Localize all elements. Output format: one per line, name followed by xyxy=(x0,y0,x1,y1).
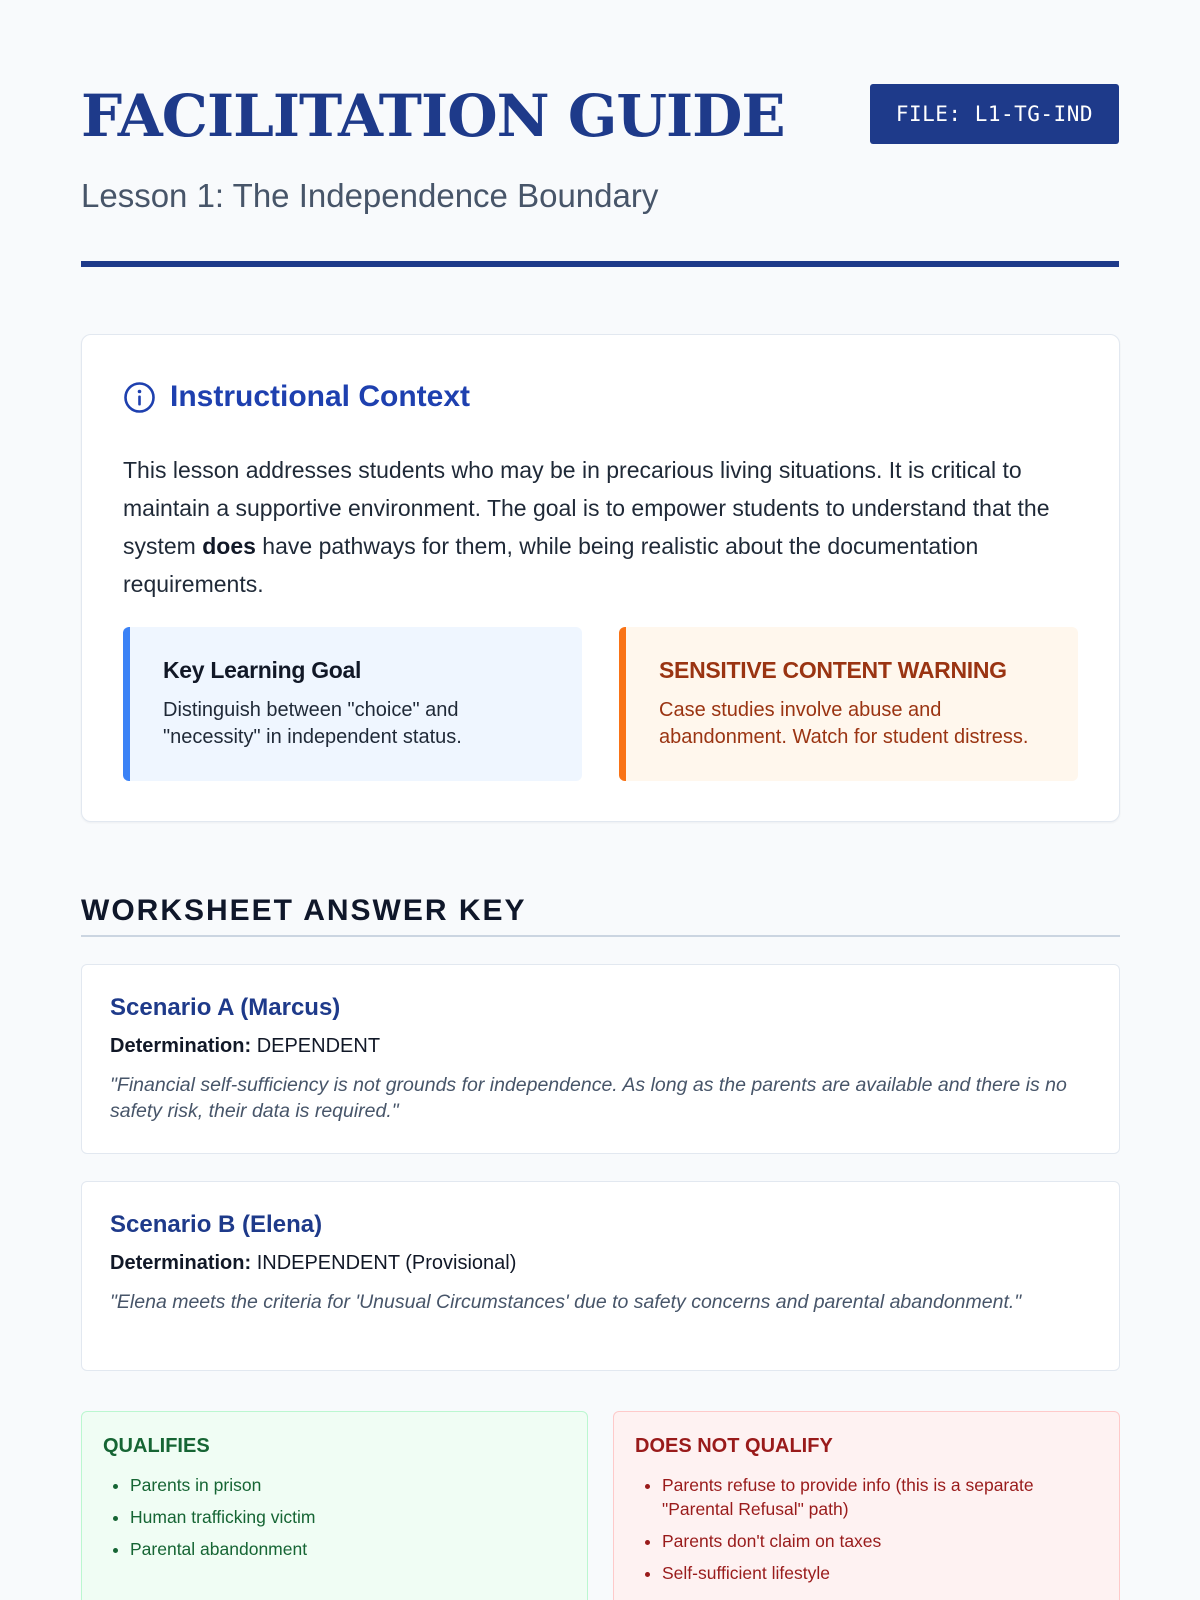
determination xyxy=(110,1032,1091,1060)
qualifies-box xyxy=(81,1411,588,1600)
file-badge: FILE: L1-TG-IND xyxy=(870,84,1119,144)
scenario-title: Scenario B (Elena) xyxy=(110,1211,323,1238)
context-heading xyxy=(123,377,1078,417)
warning-title: SENSITIVE CONTENT WARNING xyxy=(659,657,1007,683)
scenario-note: "Elena meets the criteria for 'Unusual Circumstances' due to safety concerns and parental abandonment." xyxy=(110,1291,1022,1313)
sensitive-content-warning-callout xyxy=(619,627,1078,781)
context-body-emphasis: does xyxy=(202,533,256,559)
list-item: • Self-sufficient lifestyle xyxy=(662,1561,1098,1585)
qualifies-title: QUALIFIES xyxy=(103,1435,210,1457)
header-divider xyxy=(81,261,1119,267)
context-body xyxy=(123,451,1083,603)
info-icon xyxy=(123,381,156,414)
determination-value: DEPENDENT xyxy=(256,1035,381,1057)
page-subtitle: Lesson 1: The Independence Boundary xyxy=(81,177,659,214)
scenario-card-b xyxy=(81,1181,1120,1371)
list-item: • Parents in prison xyxy=(130,1473,566,1497)
determination-label: Determination: xyxy=(110,1035,252,1057)
page-title: FACILITATION GUIDE xyxy=(81,82,785,150)
context-title: Instructional Context xyxy=(170,380,471,413)
context-body-text-end: have pathways for them, while being realistic about the documentation requirements. xyxy=(123,533,979,597)
answer-key-heading: WORKSHEET ANSWER KEY xyxy=(81,893,1120,937)
qualifies-list xyxy=(103,1473,566,1561)
determination xyxy=(110,1249,1091,1277)
list-item: • Parental abandonment xyxy=(130,1537,566,1561)
list-item: • Parents don't claim on taxes xyxy=(662,1529,1098,1553)
list-item: • Human trafficking victim xyxy=(130,1505,566,1529)
determination-label: Determination: xyxy=(110,1252,252,1274)
does-not-qualify-list xyxy=(635,1473,1098,1585)
scenario-title: Scenario A (Marcus) xyxy=(110,994,341,1021)
goal-title: Key Learning Goal xyxy=(163,657,362,683)
context-body-text: This lesson addresses students who may be in precarious living situations. It is critical to maintain a supportive environment. The goal is to empower students to understand that the system xyxy=(123,457,1050,559)
determination-value: INDEPENDENT (Provisional) xyxy=(256,1252,517,1274)
warning-text: Case studies involve abuse and abandonment. Watch for student distress. xyxy=(659,699,1029,748)
page-header xyxy=(81,0,1119,268)
goal-text: Distinguish between "choice" and "necessity" in independent status. xyxy=(163,699,462,748)
instructional-context-card xyxy=(81,334,1120,822)
scenario-note: "Financial self-sufficiency is not grounds for independence. As long as the parents are available and there is no safety risk, their data is required." xyxy=(110,1074,1067,1122)
does-not-qualify-box xyxy=(613,1411,1120,1600)
list-item: • Parents refuse to provide info (this is a separate "Parental Refusal" path) xyxy=(662,1473,1098,1521)
context-callouts xyxy=(123,627,1078,781)
does-not-qualify-title: DOES NOT QUALIFY xyxy=(635,1435,833,1457)
scenario-card-a xyxy=(81,964,1120,1154)
key-learning-goal-callout xyxy=(123,627,582,781)
